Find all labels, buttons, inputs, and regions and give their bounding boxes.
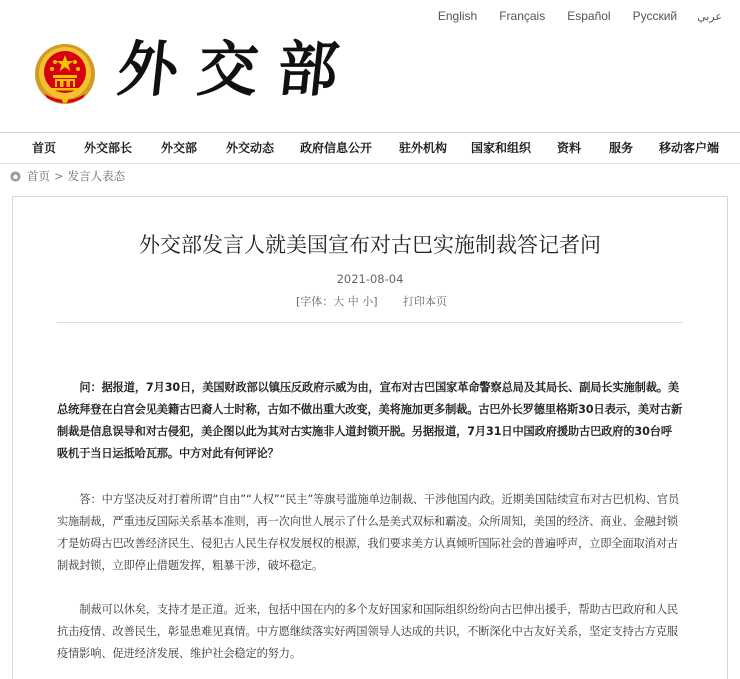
- question-paragraph: 问：据报道，7月30日，美国财政部以镇压反政府示威为由，宣布对古巴国家革命警察总局及其局长、副局长实施制裁。美总统拜登在白宫会见美籍古巴裔人士时称，古如不做出重大改变，美将施加更多制裁。古巴外长罗德里格斯30日表示，美对古新制裁是信息误导和对古侵犯，美企图以此为其对古实施非人道封锁开脱。另据报道，7月31日中国政府援助古巴政府的30台呼吸机于当日运抵哈瓦那。中方对此有何评论？: [57, 381, 683, 460]
- nav-ministry[interactable]: 外交部: [161, 141, 198, 155]
- main-nav: [0, 132, 740, 164]
- article-container: [12, 196, 728, 679]
- national-emblem-icon[interactable]: [33, 42, 97, 108]
- nav-resources[interactable]: 资料: [557, 141, 582, 155]
- font-size-control: [296, 293, 378, 309]
- breadcrumb-home[interactable]: 首页: [27, 169, 50, 183]
- nav-missions-abroad[interactable]: 驻外机构: [399, 141, 448, 155]
- lang-arabic[interactable]: عربي: [697, 10, 722, 23]
- nav-diplomatic-news[interactable]: 外交动态: [226, 141, 275, 155]
- lang-french[interactable]: Français: [499, 9, 546, 23]
- font-size-medium[interactable]: 中: [347, 295, 359, 308]
- home-icon: [10, 171, 21, 182]
- title-divider: [57, 322, 683, 323]
- answer-paragraph-2: 制裁可以休矣，支持才是正道。近来，包括中国在内的多个友好国家和国际组织纷纷向古巴伸出援手，帮助古巴政府和人民抗击疫情、改善民生，彰显患难见真情。中方愿继续落实好两国领导人达成的共识，不断深化中古友好关系，坚定支持古方克服疫情影响、促进经济发展、维护社会稳定的努力。: [57, 603, 679, 660]
- nav-mobile-client[interactable]: 移动客户端: [659, 141, 720, 155]
- answer-paragraph-1: 答：中方坚决反对打着所谓“自由”“人权”“民主”等旗号滥施单边制裁、干涉他国内政。近期美国陆续宣布对古巴机构、官员实施制裁，严重违反国际关系基本准则，再一次向世人展示了什么是美式双标和霸凌。众所周知，美国的经济、商业、金融封锁才是妨碍古巴改善经济民生、侵犯古人民生存权发展权的根源，我们要求美方认真倾听国际社会的普遍呼声，立即全面取消对古制裁封锁，立即停止借题发挥，粗暴干涉，破坏稳定。: [57, 493, 680, 572]
- print-page-link[interactable]: 打印本页: [403, 295, 447, 308]
- lang-spanish[interactable]: Español: [567, 9, 611, 23]
- font-size-close: ]: [373, 295, 378, 308]
- article-date: 2021-08-04: [336, 272, 404, 286]
- nav-gov-info[interactable]: 政府信息公开: [300, 141, 373, 155]
- nav-home[interactable]: 首页: [32, 141, 57, 155]
- nav-foreign-minister[interactable]: 外交部长: [84, 141, 133, 155]
- breadcrumb-separator: >: [54, 169, 64, 183]
- breadcrumb-current[interactable]: 发言人表态: [67, 169, 126, 183]
- font-size-large[interactable]: 大: [333, 295, 345, 308]
- breadcrumb: [10, 168, 125, 184]
- nav-countries-orgs[interactable]: 国家和组织: [471, 141, 532, 155]
- font-size-small[interactable]: 小: [362, 295, 374, 308]
- lang-english[interactable]: English: [437, 9, 478, 23]
- lang-russian[interactable]: Русский: [632, 9, 678, 23]
- font-size-label: [字体：: [296, 295, 334, 308]
- language-bar: [438, 9, 722, 23]
- ministry-logo[interactable]: 外交部: [114, 35, 362, 105]
- nav-services[interactable]: 服务: [609, 141, 634, 155]
- article-title: 外交部发言人就美国宣布对古巴实施制裁答记者问: [139, 233, 601, 257]
